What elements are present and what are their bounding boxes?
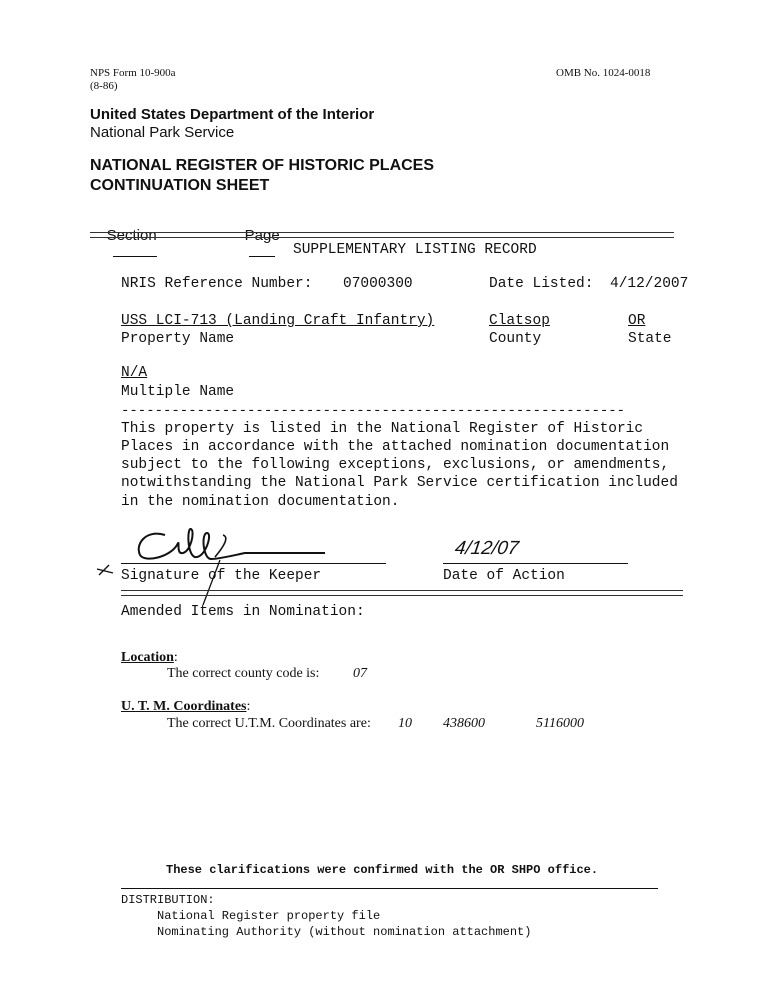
date-listed-label: Date Listed: (489, 276, 594, 292)
date-listed-value: 4/12/2007 (610, 276, 689, 292)
paragraph-line-1: This property is listed in the National Register of Historic (121, 421, 644, 437)
section-blank (113, 256, 157, 257)
clarification-note: These clarifications were confirmed with the OR SHPO office. (166, 863, 599, 877)
multiple-name-value: N/A (121, 365, 148, 381)
continuation-title: CONTINUATION SHEET (90, 177, 270, 194)
page-blank (249, 256, 275, 257)
state-value: OR (628, 313, 646, 329)
location-text: The correct county code is: (167, 666, 320, 681)
page-field (228, 210, 280, 278)
nris-value: 07000300 (343, 276, 413, 292)
date-action-line (443, 563, 628, 564)
multiple-name-label: Multiple Name (121, 384, 235, 400)
utm-easting: 438600 (443, 716, 485, 731)
dash-separator: ------------------------------------------------------------ (121, 403, 626, 419)
location-heading: Location: (121, 650, 178, 665)
distribution-rule (121, 888, 658, 889)
department-name: United States Department of the Interior (90, 106, 375, 123)
utm-zone: 10 (398, 716, 412, 731)
signature-double-rule (121, 590, 683, 596)
omb-number: OMB No. 1024-0018 (556, 67, 651, 79)
nris-label: NRIS Reference Number: (121, 276, 313, 292)
record-heading: SUPPLEMENTARY LISTING RECORD (293, 242, 537, 258)
amended-items-label: Amended Items in Nomination: (121, 604, 365, 620)
signature-line (121, 563, 386, 564)
distribution-label: DISTRIBUTION: (121, 893, 215, 907)
register-title: NATIONAL REGISTER OF HISTORIC PLACES (90, 157, 435, 174)
utm-northing: 5116000 (536, 716, 584, 731)
paragraph-line-5: in the nomination documentation. (121, 494, 400, 510)
distribution-item-2: Nominating Authority (without nomination attachment) (157, 925, 532, 939)
county-value: Clatsop (489, 313, 550, 329)
county-label: County (489, 331, 542, 347)
location-value: 07 (353, 666, 367, 681)
utm-text: The correct U.T.M. Coordinates are: (167, 716, 371, 731)
form-number: NPS Form 10-900a (90, 67, 176, 79)
form-date: (8-86) (90, 80, 118, 92)
section-field (90, 210, 157, 278)
signature-label: Signature of the Keeper (121, 568, 322, 584)
state-label: State (628, 331, 672, 347)
paragraph-line-3: subject to the following exceptions, exclusions, or amendments, (121, 457, 670, 473)
date-of-action-handwritten: 4/12/07 (453, 538, 520, 559)
page-label: Page (244, 227, 280, 244)
property-name-value: USS LCI-713 (Landing Craft Infantry) (121, 313, 435, 329)
paragraph-line-2: Places in accordance with the attached nomination documentation (121, 439, 670, 455)
property-name-label: Property Name (121, 331, 235, 347)
section-label: Section (106, 227, 157, 244)
date-action-label: Date of Action (443, 568, 565, 584)
utm-heading: U. T. M. Coordinates: (121, 699, 251, 714)
header-double-rule (90, 232, 674, 238)
distribution-item-1: National Register property file (157, 909, 381, 923)
paragraph-line-4: notwithstanding the National Park Service certification included (121, 475, 678, 491)
service-name: National Park Service (90, 124, 235, 141)
